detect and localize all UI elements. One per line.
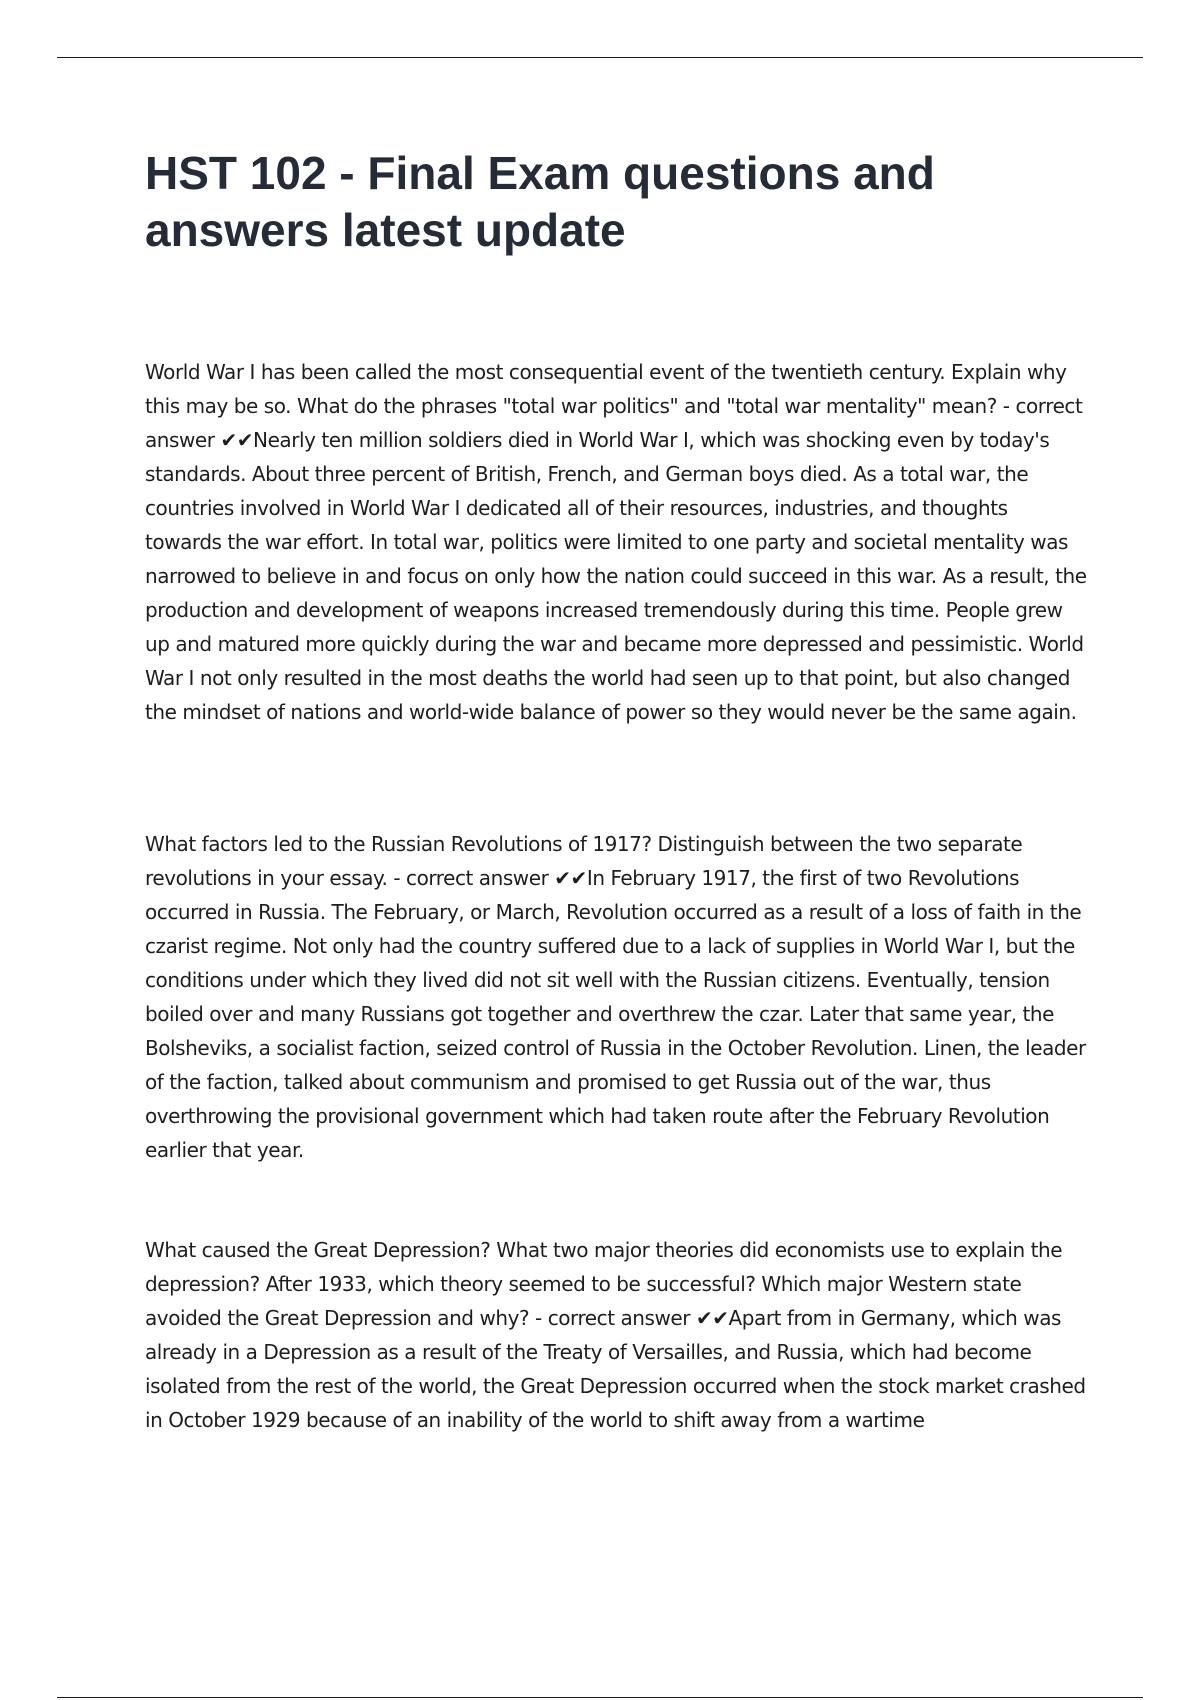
footer-rule [57,1697,1143,1698]
qa-entry-3: What caused the Great Depression? What two major theories did economists use to explain the depression? After 1933, which theory seemed to be successful? Which major Western state avoided the Great Depression and why? - correct answer ✔✔Apart from in Germany, which was already in a Depression as a result of the Treaty of Versailles, and Russia, which had become isolated from the rest of the world, the Great Depression occurred when the stock market crashed in October 1929 because of an inability of the world to shift away from a wartime [145,1238,1086,1432]
qa-entry-1: World War I has been called the most consequential event of the twentieth century. Explain why this may be so. What do the phrases "total war politics" and "total war mentality" mean? - correct answer ✔✔Nearly ten million soldiers died in World War I, which was shocking even by today's standards. About three percent of British, French, and German boys died. As a total war, the countries involved in World War I dedicated all of their resources, industries, and thoughts towards the war effort. In total war, politics were limited to one party and societal mentality was narrowed to believe in and focus on only how the nation could succeed in this war. As a result, the production and development of weapons increased tremendously during this time. People grew up and matured more quickly during the war and became more depressed and pessimistic. World War I not only resulted in the most deaths the world had seen up to that point, but also changed the mindset of nations and world-wide balance of power so they would never be the same again. [145,360,1087,724]
qa-entry-2: What factors led to the Russian Revolutions of 1917? Distinguish between the two separate revolutions in your essay. - correct answer ✔✔In February 1917, the first of two Revolutions occurred in Russia. The February, or March, Revolution occurred as a result of a loss of faith in the czarist regime. Not only had the country suffered due to a lack of supplies in World War I, but the conditions under which they lived did not sit well with the Russian citizens. Eventually, tension boiled over and many Russians got together and overthrew the czar. Later that same year, the Bolsheviks, a socialist faction, seized control of Russia in the October Revolution. Linen, the leader of the faction, talked about communism and promised to get Russia out of the war, thus overthrowing the provisional government which had taken route after the February Revolution earlier that year. [145,832,1086,1162]
document-title: HST 102 - Final Exam questions and answers latest update [145,147,935,256]
header-rule [57,57,1143,58]
